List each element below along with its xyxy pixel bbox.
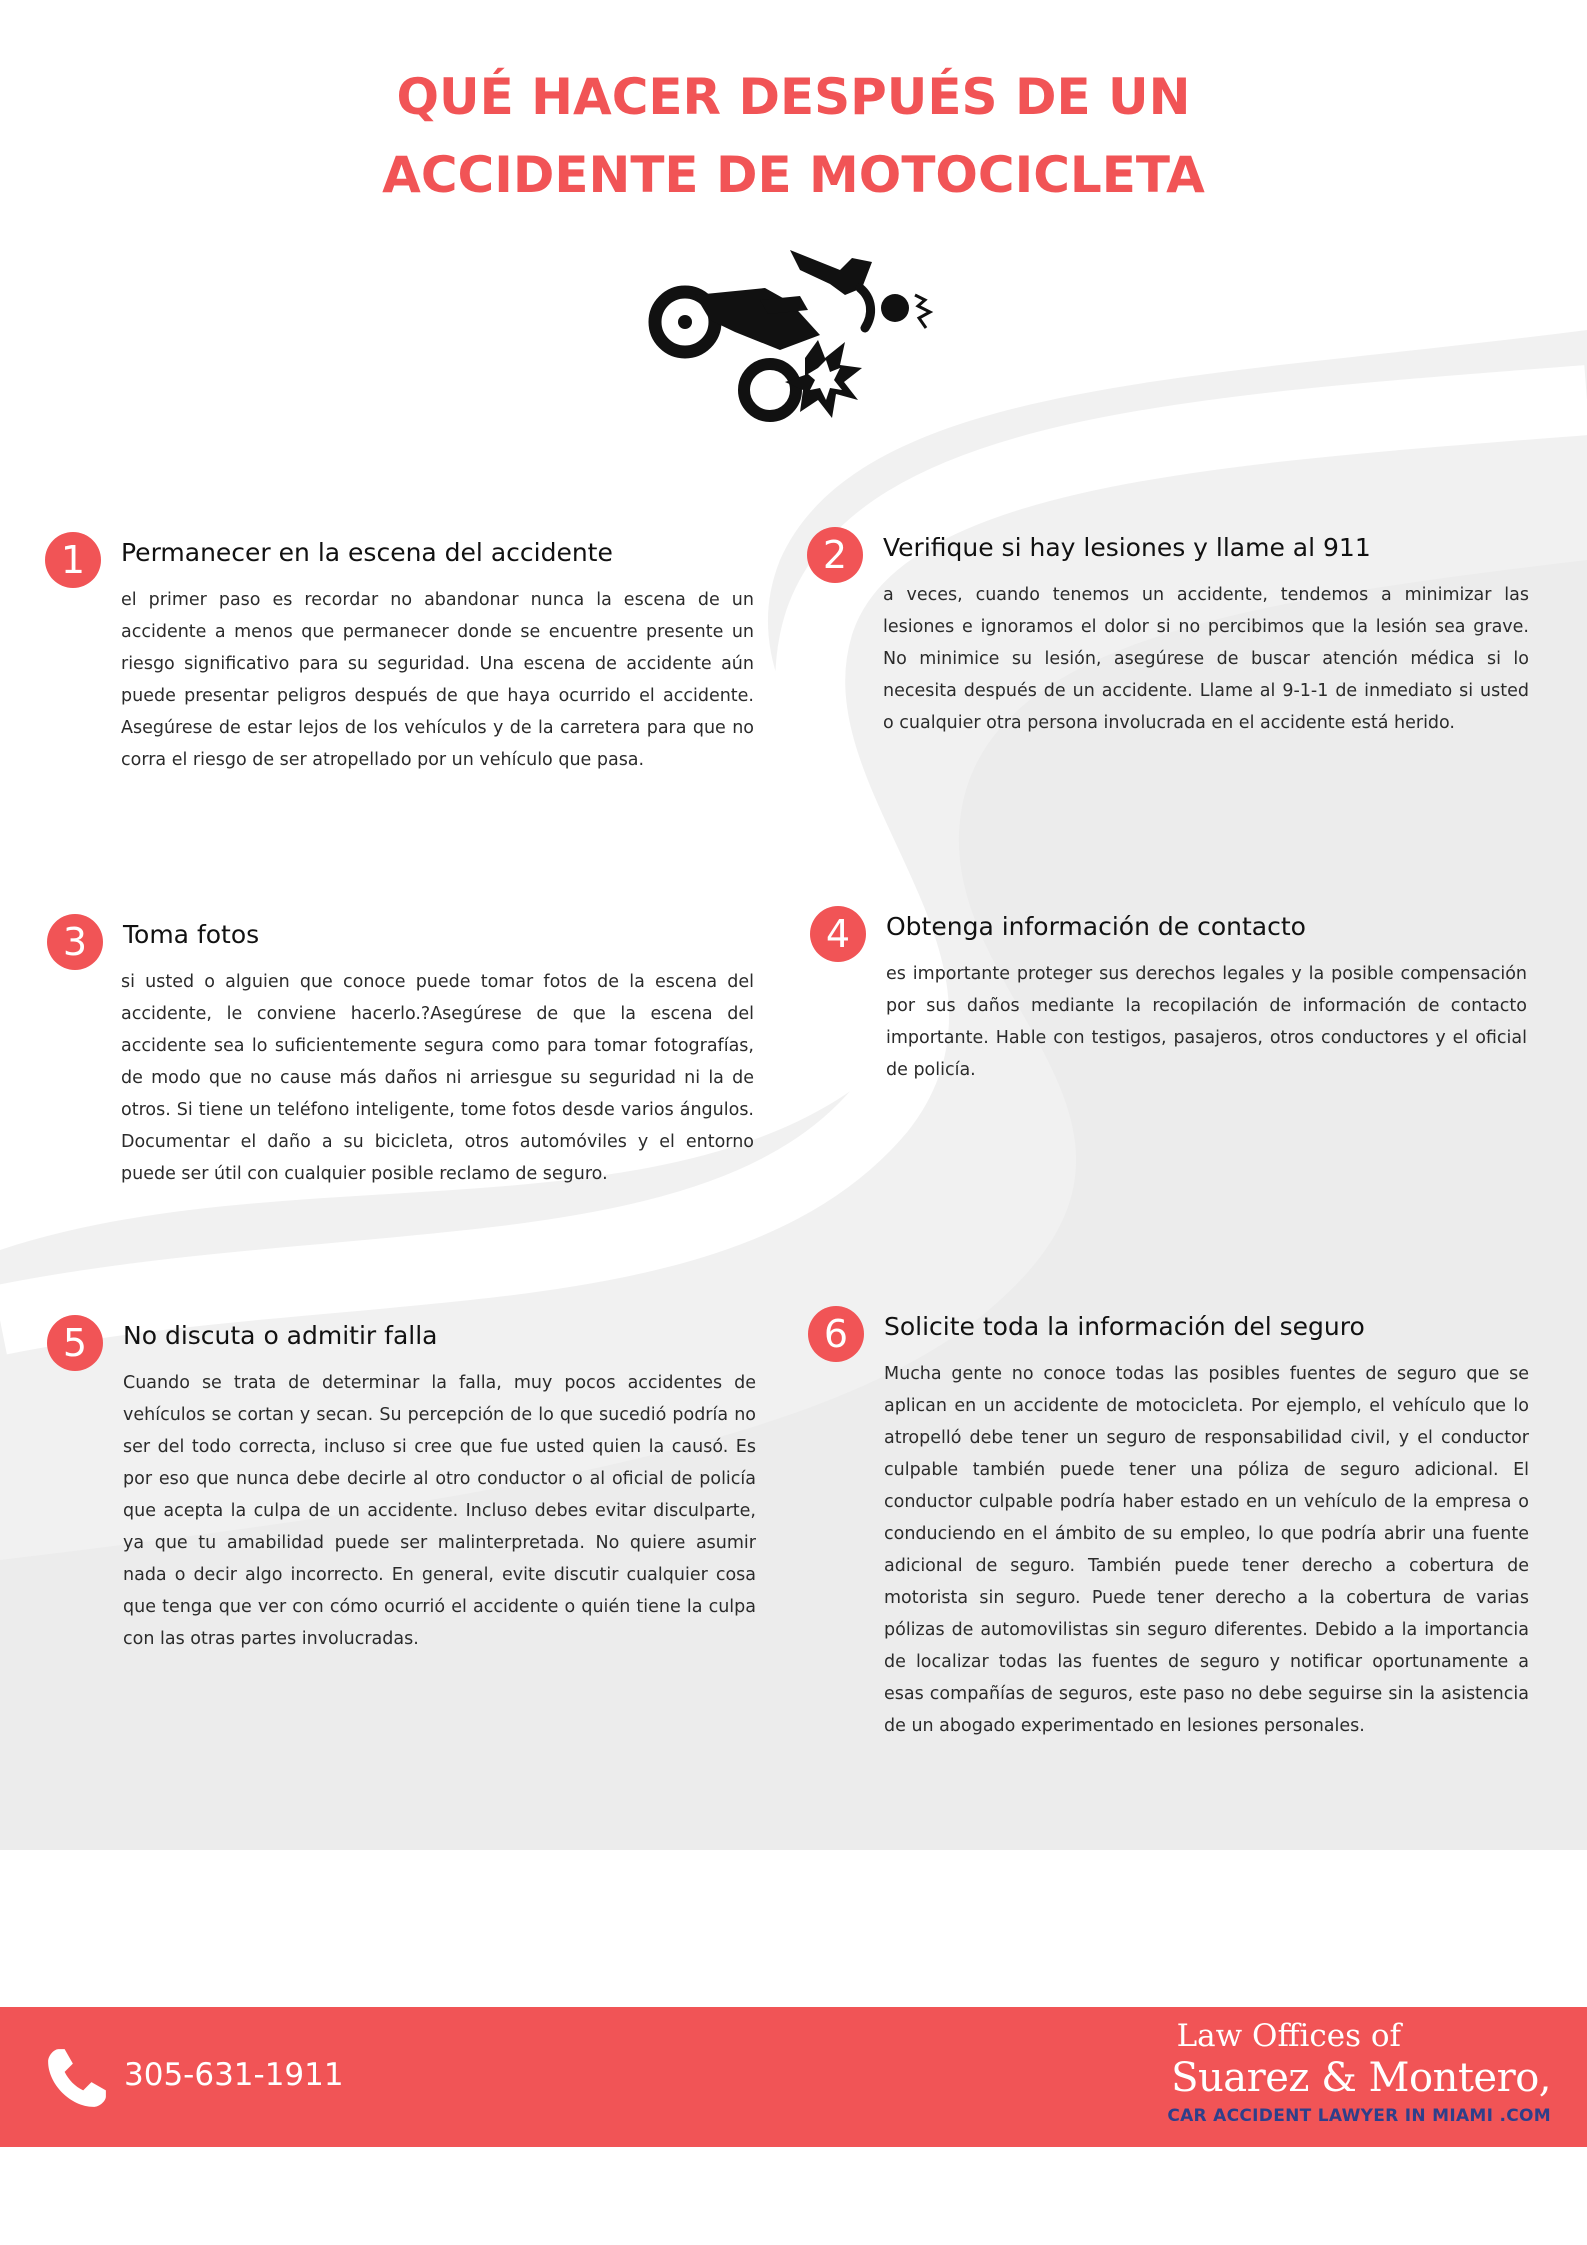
step-number-badge: 3 <box>47 914 103 970</box>
step-title: Obtenga información de contacto <box>886 912 1306 941</box>
step-title: No discuta o admitir falla <box>123 1321 438 1350</box>
step-body: si usted o alguien que conoce puede tomar fotos de la escena del accidente, le conviene hacerlo.?Asegúrese de que la escena del accidente sea lo suficientemente segura como para tomar fotografías, de modo que no cause más daños ni arriesgue su seguridad ni la de otros. Si tiene un teléfono inteligente, tome fotos desde varios ángulos. Documentar el daño a su bicicleta, otros automóviles y el entorno puede ser útil con cualquier posible reclamo de seguro. <box>121 972 754 1184</box>
step-body: el primer paso es recordar no abandonar nunca la escena de un accidente a menos que permanecer donde se encuentre presente un riesgo significativo para su seguridad. Una escena de accidente aún puede presentar peligros después de que haya ocurrido el accidente. Asegúrese de estar lejos de los vehículos y de la carretera para que no corra el riesgo de ser atropellado por un vehículo que pasa. <box>121 590 754 770</box>
brand-line-3: CAR ACCIDENT LAWYER IN MIAMI .COM <box>1167 2106 1551 2126</box>
motorcycle-crash-icon <box>640 240 940 440</box>
step-number-badge: 4 <box>810 906 866 962</box>
title-line-2: ACCIDENTE DE MOTOCICLETA <box>382 146 1205 204</box>
step-body: es importante proteger sus derechos legales y la posible compensación por sus daños mediante la recopilación de información de contacto importante. Hable con testigos, pasajeros, otros conductores y el oficial de policía. <box>886 964 1527 1080</box>
step-title: Verifique si hay lesiones y llame al 911 <box>883 533 1371 562</box>
footer-banner <box>0 2007 1587 2147</box>
brand-line-2: Suarez & Montero, <box>1171 2055 1551 2101</box>
step-body: a veces, cuando tenemos un accidente, tendemos a minimizar las lesiones e ignoramos el dolor si no percibimos que la lesión sea grave. No minimice su lesión, asegúrese de buscar atención médica si lo necesita después de un accidente. Llame al 9-1-1 de inmediato si usted o cualquier otra persona involucrada en el accidente está herido. <box>883 585 1529 733</box>
title-line-1: QUÉ HACER DESPUÉS DE UN <box>396 68 1191 126</box>
step-number-badge: 6 <box>808 1306 864 1362</box>
phone-icon[interactable] <box>44 2045 110 2111</box>
step-number-badge: 2 <box>807 527 863 583</box>
step-title: Toma fotos <box>123 920 260 949</box>
step-title: Permanecer en la escena del accidente <box>121 538 613 567</box>
step-number-badge: 1 <box>45 532 101 588</box>
brand-logo[interactable] <box>1131 2017 1551 2131</box>
step-number-badge: 5 <box>47 1315 103 1371</box>
step-body: Mucha gente no conoce todas las posibles fuentes de seguro que se aplican en un accidente de motocicleta. Por ejemplo, el vehículo que lo atropelló debe tener un seguro de responsabilidad civil, y el conductor culpable también puede tener una póliza de seguro adicional. El conductor culpable podría haber estado en un vehículo de la empresa o conduciendo en el ámbito de su empleo, lo que podría abrir una fuente adicional de seguro. También puede tener derecho a cobertura de motorista sin seguro. Puede tener derecho a la cobertura de varias pólizas de automovilistas sin seguro diferentes. Debido a la importancia de localizar todas las fuentes de seguro y notificar oportunamente a esas compañías de seguros, este paso no debe seguirse sin la asistencia de un abogado experimentado en lesiones personales. <box>884 1364 1529 1736</box>
step-title: Solicite toda la información del seguro <box>884 1312 1365 1341</box>
phone-number-link[interactable]: 305-631-1911 <box>124 2057 344 2093</box>
page-title <box>0 58 1587 214</box>
step-body: Cuando se trata de determinar la falla, muy pocos accidentes de vehículos se cortan y secan. Su percepción de lo que sucedió podría no ser del todo correcta, incluso si cree que fue usted quien la causó. Es por eso que nunca debe decirle al otro conductor o al oficial de policía que acepta la culpa de un accidente. Incluso debes evitar disculparte, ya que tu amabilidad puede ser malinterpretada. No quiere asumir nada o decir algo incorrecto. En general, evite discutir cualquier cosa que tenga que ver con cómo ocurrió el accidente o quién tiene la culpa con las otras partes involucradas. <box>123 1373 756 1649</box>
brand-line-1: Law Offices of <box>1176 2018 1401 2054</box>
